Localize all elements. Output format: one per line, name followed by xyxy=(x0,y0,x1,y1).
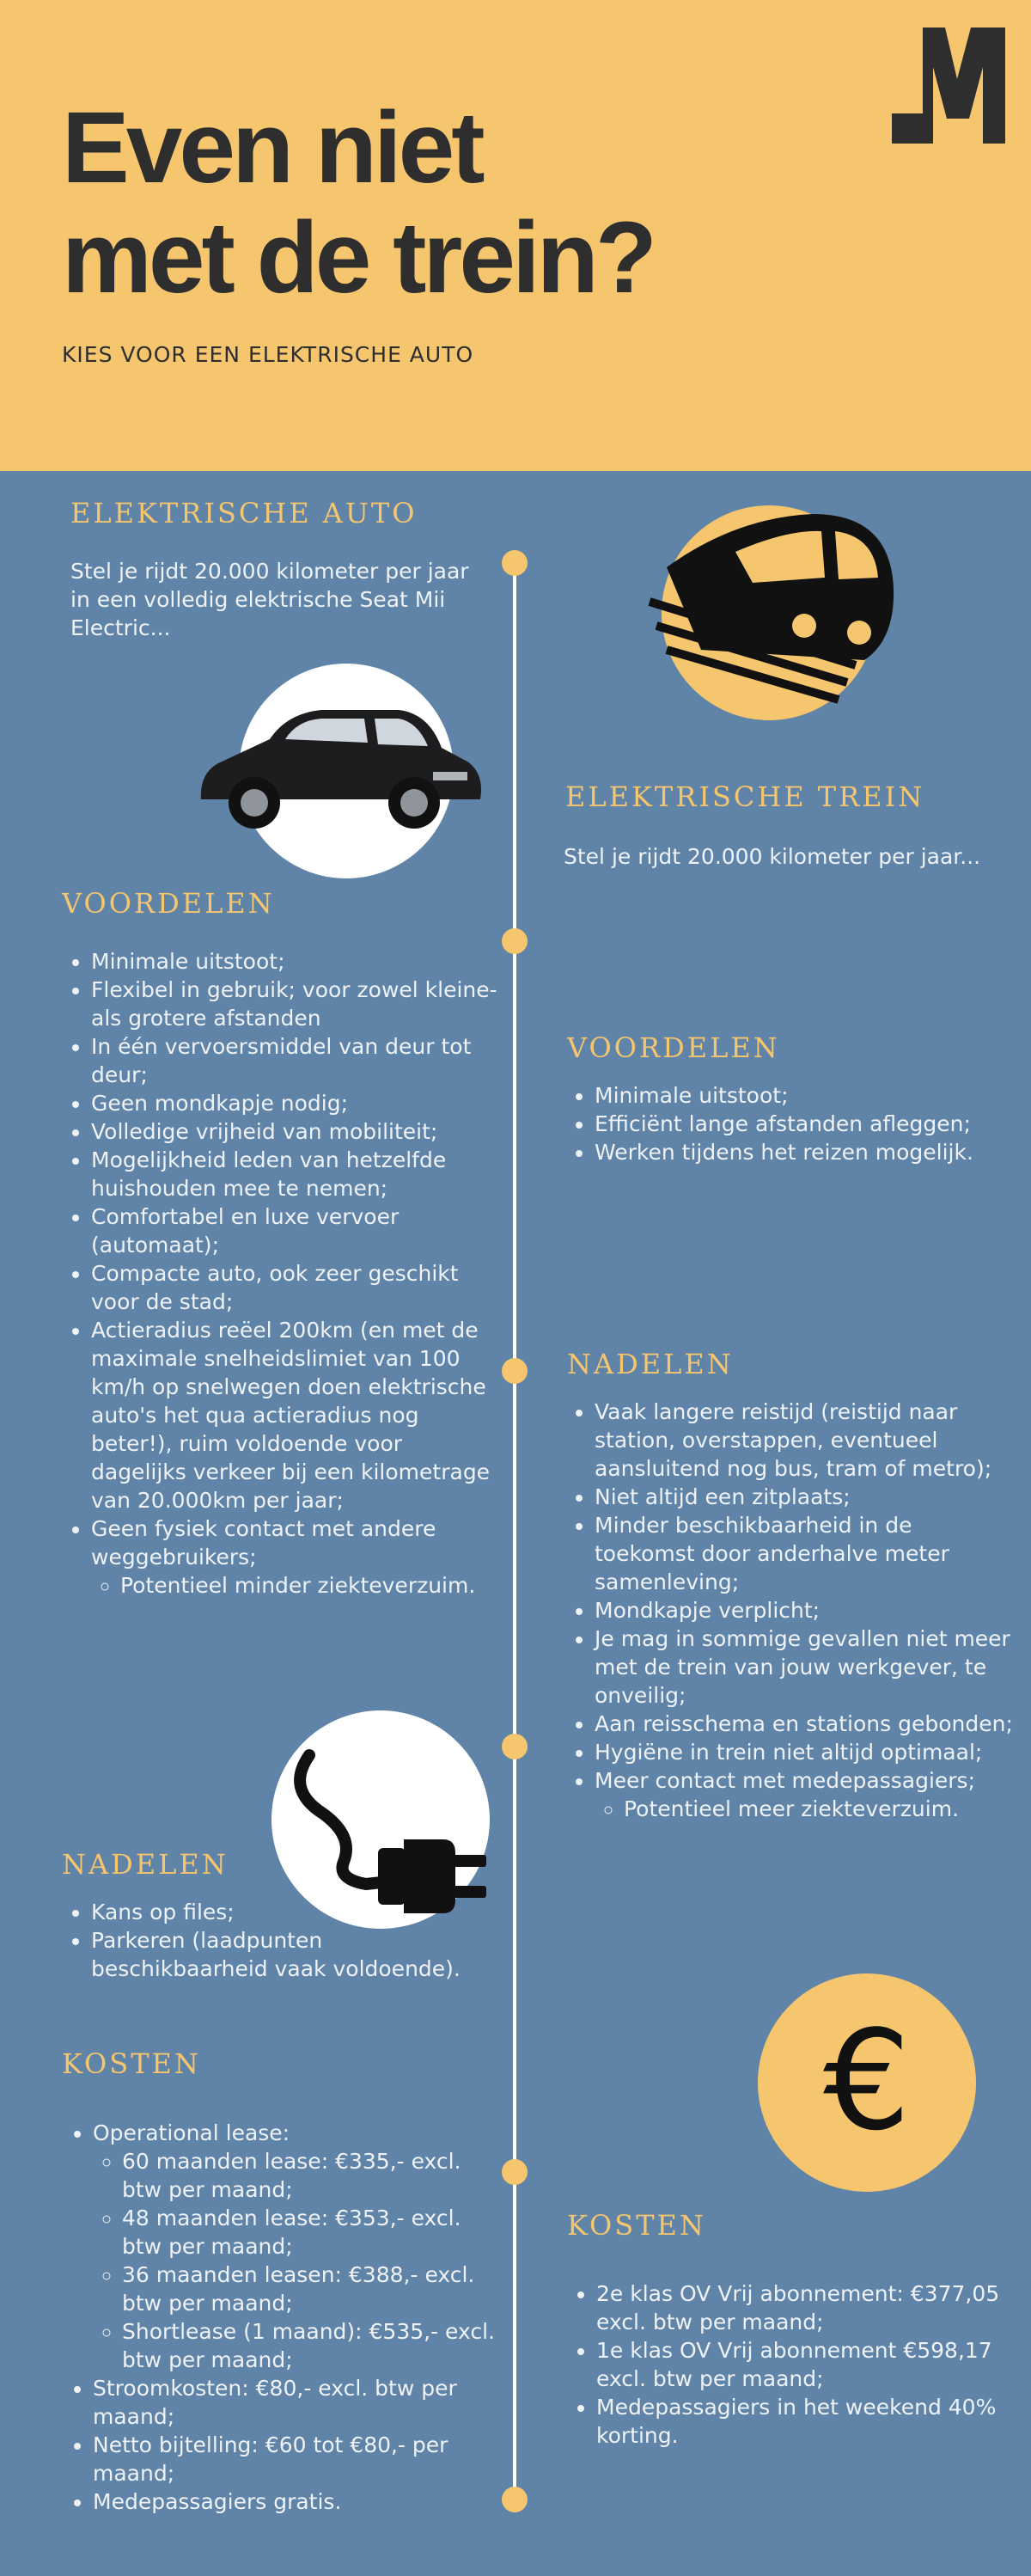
sub-list-item: ◦ Potentieel meer ziekteverzuim. xyxy=(624,1795,1016,1823)
car-nadelen-list xyxy=(62,1898,495,1983)
list-item: • Minimale uitstoot; xyxy=(91,947,503,976)
car-heading: ELEKTRISCHE AUTO xyxy=(70,497,418,529)
list-item: • Efficiënt lange afstanden afleggen; xyxy=(595,1110,1007,1138)
list-item: • Kans op files; xyxy=(91,1898,495,1926)
title-line-1: Even niet xyxy=(62,91,482,205)
list-item: • Minder beschikbaarheid in de toekomst door anderhalve meter samenleving; xyxy=(595,1511,1016,1596)
list-item xyxy=(91,1514,503,1600)
list-item: • Actieradius reëel 200km (en met de maximale snelheidslimiet van 100 km/h op snelwegen doen elektrische auto's het qua actieradius nog beter!), ruim voldoende voor dagelijks verkeer bij een kilometrage van 20.000km per jaar; xyxy=(91,1316,503,1514)
timeline-line xyxy=(513,559,516,2501)
title-line-2: met de trein? xyxy=(62,201,654,315)
header xyxy=(0,0,1031,471)
list-item: • Werken tijdens het reizen mogelijk. xyxy=(595,1138,1007,1166)
car-kosten-heading: KOSTEN xyxy=(62,2047,201,2080)
sub-list-item: ◦ 48 maanden lease: €353,- excl. btw per maand; xyxy=(122,2204,505,2261)
logo-m-icon xyxy=(892,28,1005,144)
list-item xyxy=(595,1766,1016,1823)
sub-list-item: ◦ 60 maanden lease: €335,- excl. btw per maand; xyxy=(122,2147,505,2204)
list-item: • Flexibel in gebruik; voor zowel kleine- als grotere afstanden xyxy=(91,976,503,1032)
car-nadelen-heading: NADELEN xyxy=(62,1848,229,1881)
euro-icon-circle xyxy=(758,1973,976,2192)
train-nadelen-list xyxy=(565,1398,1016,1823)
timeline-dot xyxy=(502,1734,528,1759)
plug-icon xyxy=(271,1710,490,1929)
train-icon-circle xyxy=(662,505,876,720)
train-nadelen-heading: NADELEN xyxy=(567,1348,734,1380)
list-item: • 2e klas OV Vrij abonnement: €377,05 excl. btw per maand; xyxy=(596,2279,1009,2336)
list-item: • Stroomkosten: €80,- excl. btw per maand; xyxy=(93,2374,505,2431)
train-kosten-list xyxy=(567,2279,1009,2450)
list-item xyxy=(93,2119,505,2374)
sub-list xyxy=(595,1795,1016,1823)
train-voordelen-heading: VOORDELEN xyxy=(567,1031,780,1064)
page-subtitle: KIES VOOR EEN ELEKTRISCHE AUTO xyxy=(62,342,474,367)
list-item-text: Operational lease: xyxy=(93,2120,290,2145)
list-item: • Niet altijd een zitplaats; xyxy=(595,1483,1016,1511)
sub-list xyxy=(91,1571,503,1600)
list-item: • Mondkapje verplicht; xyxy=(595,1596,1016,1625)
timeline-dot xyxy=(502,2159,528,2185)
plug-icon-circle xyxy=(271,1710,490,1929)
train-heading: ELEKTRISCHE TREIN xyxy=(565,780,925,813)
timeline-dot xyxy=(502,1358,528,1384)
timeline-dot xyxy=(502,928,528,954)
sub-list-item: ◦ 36 maanden leasen: €388,- excl. btw per maand; xyxy=(122,2261,505,2317)
list-item: • Mogelijkheid leden van hetzelfde huishouden mee te nemen; xyxy=(91,1146,503,1202)
list-item: • Minimale uitstoot; xyxy=(595,1081,1007,1110)
page-title xyxy=(62,93,654,313)
list-item: • In één vervoersmiddel van deur tot deur; xyxy=(91,1032,503,1089)
car-voordelen-list xyxy=(62,947,503,1600)
sub-list-item: ◦ Shortlease (1 maand): €535,- excl. btw per maand; xyxy=(122,2317,505,2374)
list-item: • Comfortabel en luxe vervoer (automaat); xyxy=(91,1202,503,1259)
list-item: • Aan reisschema en stations gebonden; xyxy=(595,1710,1016,1738)
list-item: • Medepassagiers gratis. xyxy=(93,2487,505,2516)
sub-list-item: ◦ Potentieel minder ziekteverzuim. xyxy=(120,1571,503,1600)
list-item: • Medepassagiers in het weekend 40% korting. xyxy=(596,2393,1009,2450)
list-item: • 1e klas OV Vrij abonnement €598,17 excl. btw per maand; xyxy=(596,2336,1009,2393)
list-item-text: Meer contact met medepassagiers; xyxy=(595,1768,976,1793)
timeline-dot xyxy=(502,550,528,576)
list-item: • Parkeren (laadpunten beschikbaarheid vaak voldoende). xyxy=(91,1926,495,1983)
list-item-text: Geen fysiek contact met andere weggebruikers; xyxy=(91,1516,436,1569)
list-item: • Compacte auto, ook zeer geschikt voor de stad; xyxy=(91,1259,503,1316)
timeline-dot xyxy=(502,2487,528,2512)
electric-car-image xyxy=(239,664,454,878)
euro-icon: € xyxy=(823,2000,911,2161)
car-voordelen-heading: VOORDELEN xyxy=(62,887,275,920)
list-item: • Geen mondkapje nodig; xyxy=(91,1089,503,1117)
train-voordelen-list xyxy=(565,1081,1007,1166)
train-icon xyxy=(632,505,907,712)
list-item: • Volledige vrijheid van mobiliteit; xyxy=(91,1117,503,1146)
car-intro: Stel je rijdt 20.000 kilometer per jaar in een volledig elektrische Seat Mii Electric... xyxy=(70,559,469,640)
list-item: • Netto bijtelling: €60 tot €80,- per maand; xyxy=(93,2431,505,2487)
list-item: • Je mag in sommige gevallen niet meer met de trein van jouw werkgever, te onveilig; xyxy=(595,1625,1016,1710)
train-kosten-heading: KOSTEN xyxy=(567,2209,706,2242)
train-intro: Stel je rijdt 20.000 kilometer per jaar... xyxy=(564,844,981,869)
list-item: • Hygiëne in trein niet altijd optimaal; xyxy=(595,1738,1016,1766)
car-kosten-list xyxy=(64,2119,505,2516)
car-icon xyxy=(184,679,493,851)
sub-list xyxy=(93,2147,505,2374)
list-item: • Vaak langere reistijd (reistijd naar station, overstappen, eventueel aansluitend nog bus, tram of metro); xyxy=(595,1398,1016,1483)
